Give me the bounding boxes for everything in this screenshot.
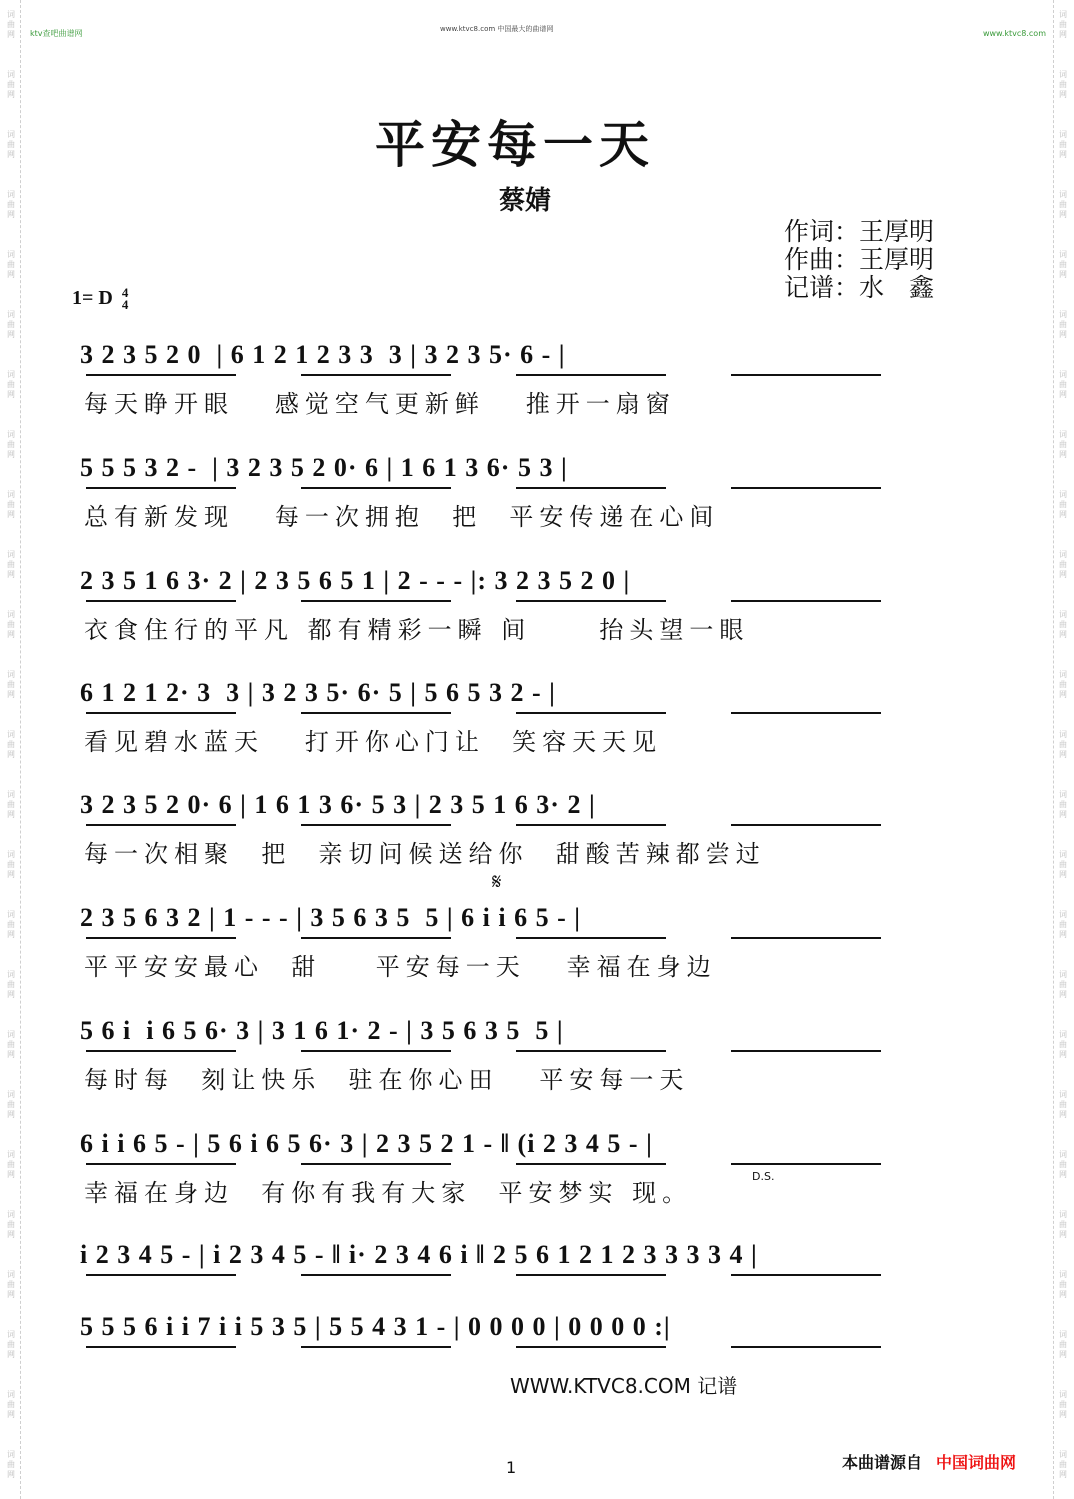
time-top: 4 [121, 285, 129, 301]
watermark-right: 词 曲 网 [1059, 430, 1067, 459]
beam-line [516, 1163, 666, 1165]
watermark-left: 词 曲 网 [7, 190, 15, 219]
notation-line: 3 2 3 5 2 0· 6 | 1 6 1 3 6· 5 3 | 2 3 5 1 6 3· 2 | [80, 790, 596, 819]
beam-line [731, 712, 881, 714]
beam-line [301, 374, 451, 376]
watermark-right: 词 曲 网 [1059, 1150, 1067, 1179]
beam-line [301, 712, 451, 714]
watermark-left: 词 曲 网 [7, 1330, 15, 1359]
watermark-right: 词 曲 网 [1059, 970, 1067, 999]
beam-line [516, 824, 666, 826]
source-brand-link[interactable]: 中国词曲网 [936, 1453, 1017, 1472]
beam-line [731, 1346, 881, 1348]
watermark-right: 词 曲 网 [1059, 310, 1067, 339]
watermark-left: 词 曲 网 [7, 970, 15, 999]
notation-line: 5 5 5 3 2 - | 3 2 3 5 2 0· 6 | 1 6 1 3 6· 5 3 | [80, 453, 568, 482]
beam-line [301, 1274, 451, 1276]
beam-line [86, 1050, 236, 1052]
watermark-left: 词 曲 网 [7, 610, 15, 639]
watermark-left: 词 曲 网 [7, 490, 15, 519]
watermark-right: 词 曲 网 [1059, 1450, 1067, 1479]
ds-mark: D.S. [752, 1170, 775, 1183]
watermark-right: 词 曲 网 [1059, 70, 1067, 99]
beam-line [86, 1346, 236, 1348]
watermark-left: 词 曲 网 [7, 790, 15, 819]
beam-line [86, 600, 236, 602]
watermark-right: 词 曲 网 [1059, 1090, 1067, 1119]
watermark-left: 词 曲 网 [7, 1150, 15, 1179]
watermark-left: 词 曲 网 [7, 130, 15, 159]
watermark-left: 词 曲 网 [7, 1030, 15, 1059]
watermark-right: 词 曲 网 [1059, 610, 1067, 639]
notation-line: 2 3 5 1 6 3· 2 | 2 3 5 6 5 1 | 2 - - - |: 3 2 3 5 2 0 | [80, 566, 631, 595]
watermark-left: 词 曲 网 [7, 910, 15, 939]
header-center-text: www.ktvc8.com 中国最大的曲谱网 [440, 25, 554, 33]
watermark-left: 词 曲 网 [7, 10, 15, 39]
watermark-right: 词 曲 网 [1059, 1330, 1067, 1359]
beam-line [301, 600, 451, 602]
beam-line [516, 937, 666, 939]
watermark-right: 词 曲 网 [1059, 550, 1067, 579]
watermark-left: 词 曲 网 [7, 670, 15, 699]
beam-line [516, 1274, 666, 1276]
beam-line [516, 487, 666, 489]
lyricist-credit: 作词：王厚明 [784, 217, 935, 246]
beam-line [731, 374, 881, 376]
footer-text: WWW.KTVC8.COM 记谱 [510, 1374, 738, 1398]
beam-line [731, 1274, 881, 1276]
notation-line: 6 i i 6 5 - | 5 6 i 6 5 6· 3 | 2 3 5 2 1 - ‖ (i 2 3 4 5 - | [80, 1129, 653, 1158]
beam-line [731, 1050, 881, 1052]
lyric-line: 每时每 刻让快乐 驻在你心田 平安每一天 [84, 1066, 690, 1094]
time-bottom: 4 [121, 297, 129, 313]
beam-line [86, 1274, 236, 1276]
watermark-right: 词 曲 网 [1059, 1270, 1067, 1299]
notation-line: 3 2 3 5 2 0 | 6 1 2 1 2 3 3 3 | 3 2 3 5· 6 - | [80, 340, 566, 369]
song-subtitle: 蔡婧 [498, 186, 551, 216]
beam-line [301, 1346, 451, 1348]
notation-line: 5 5 5 6 i i 7 i i 5 3 5 | 5 5 4 3 1 - | 0 0 0 0 | 0 0 0 0 :| [80, 1312, 671, 1341]
lyric-line: 总有新发现 每一次拥抱 把 平安传递在心间 [84, 503, 720, 531]
watermark-left: 词 曲 网 [7, 1210, 15, 1239]
beam-line [86, 487, 236, 489]
lyric-line: 幸福在身边 有你有我有大家 平安梦实 现。 [84, 1179, 693, 1207]
beam-line [731, 487, 881, 489]
watermark-left: 词 曲 网 [7, 70, 15, 99]
lyric-line: 每一次相聚 把 亲切问候送给你 甜酸苦辣都尝过 [84, 840, 766, 868]
watermark-right: 词 曲 网 [1059, 1030, 1067, 1059]
time-signature [122, 287, 129, 311]
watermark-left: 词 曲 网 [7, 250, 15, 279]
watermark-left: 词 曲 网 [7, 310, 15, 339]
beam-line [516, 1346, 666, 1348]
watermark-right: 词 曲 网 [1059, 370, 1067, 399]
notation-line: 5 6 i i 6 5 6· 3 | 3 1 6 1· 2 - | 3 5 6 3 5 5 | [80, 1016, 564, 1045]
header-left-link[interactable]: ktv查吧曲谱网 [30, 29, 83, 38]
beam-line [516, 712, 666, 714]
watermark-right: 词 曲 网 [1059, 130, 1067, 159]
watermark-left: 词 曲 网 [7, 430, 15, 459]
composer-credit: 作曲：王厚明 [784, 245, 935, 274]
watermark-left: 词 曲 网 [7, 1090, 15, 1119]
source-label: 本曲谱源自 [842, 1453, 923, 1472]
lyric-line: 看见碧水蓝天 打开你心门让 笑容天天见 [84, 728, 663, 756]
watermark-right: 词 曲 网 [1059, 1210, 1067, 1239]
beam-line [301, 937, 451, 939]
source-credit [842, 1450, 1016, 1473]
beam-line [86, 1163, 236, 1165]
beam-line [731, 937, 881, 939]
watermark-right: 词 曲 网 [1059, 910, 1067, 939]
beam-line [516, 374, 666, 376]
watermark-right: 词 曲 网 [1059, 490, 1067, 519]
beam-line [301, 1163, 451, 1165]
watermark-right: 词 曲 网 [1059, 250, 1067, 279]
watermark-right: 词 曲 网 [1059, 670, 1067, 699]
beam-line [731, 600, 881, 602]
page-number: 1 [506, 1458, 517, 1477]
watermark-left: 词 曲 网 [7, 1450, 15, 1479]
beam-line [516, 1050, 666, 1052]
notation-line: i 2 3 4 5 - | i 2 3 4 5 - ‖ i· 2 3 4 6 i ‖ 2 5 6 1 2 1 2 3 3 3 3 4 | [80, 1240, 758, 1269]
watermark-right: 词 曲 网 [1059, 190, 1067, 219]
watermark-left: 词 曲 网 [7, 730, 15, 759]
key-signature [72, 287, 128, 311]
watermark-left: 词 曲 网 [7, 550, 15, 579]
watermark-right: 词 曲 网 [1059, 10, 1067, 39]
beam-line [86, 937, 236, 939]
credits [784, 218, 934, 302]
notation-line: 6 1 2 1 2· 3 3 | 3 2 3 5· 6· 5 | 5 6 5 3 2 - | [80, 678, 556, 707]
beam-line [731, 1163, 881, 1165]
song-title: 平安每一天 [375, 115, 655, 174]
watermark-left: 词 曲 网 [7, 1390, 15, 1419]
watermark-right: 词 曲 网 [1059, 790, 1067, 819]
beam-line [731, 824, 881, 826]
watermark-left: 词 曲 网 [7, 1270, 15, 1299]
beam-line [301, 1050, 451, 1052]
beam-line [301, 487, 451, 489]
watermark-left: 词 曲 网 [7, 850, 15, 879]
lyric-line: 平平安安最心 甜 平安每一天 幸福在身边 [84, 953, 717, 981]
watermark-right: 词 曲 网 [1059, 1390, 1067, 1419]
segno-sign: 𝄋 [492, 870, 502, 895]
watermark-right: 词 曲 网 [1059, 850, 1067, 879]
lyric-line: 衣食住行的平凡 都有精彩一瞬 间 抬头望一眼 [84, 616, 750, 644]
beam-line [301, 824, 451, 826]
watermark-right: 词 曲 网 [1059, 730, 1067, 759]
key-label: 1= D [72, 287, 113, 309]
beam-line [516, 600, 666, 602]
header-right-link[interactable]: www.ktvc8.com [982, 29, 1046, 38]
transcriber-credit: 记谱：水 鑫 [784, 273, 935, 302]
beam-line [86, 712, 236, 714]
notation-line: 2 3 5 6 3 2 | 1 - - - | 3 5 6 3 5 5 | 6 i i 6 5 - | [80, 903, 581, 932]
beam-line [86, 374, 236, 376]
lyric-line: 每天睁开眼 感觉空气更新鲜 推开一扇窗 [84, 390, 676, 418]
watermark-left: 词 曲 网 [7, 370, 15, 399]
beam-line [86, 824, 236, 826]
